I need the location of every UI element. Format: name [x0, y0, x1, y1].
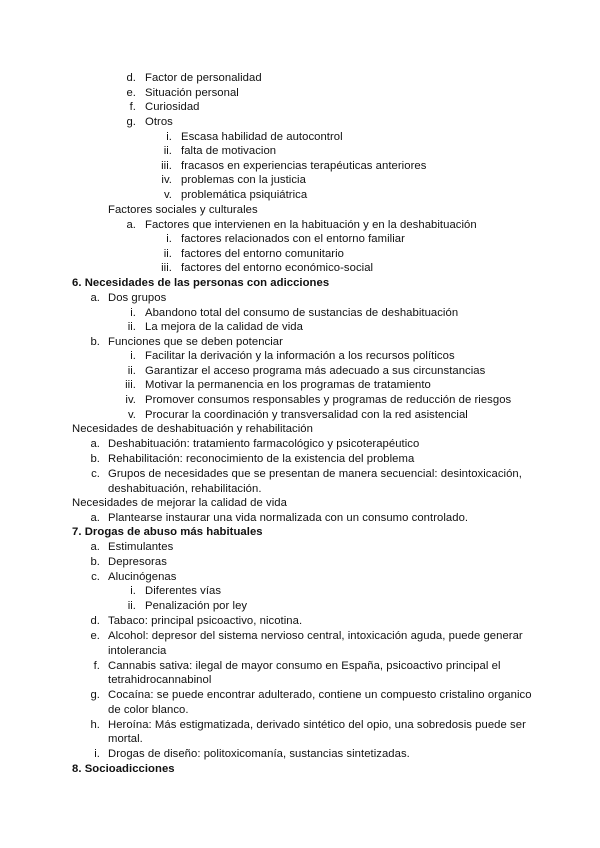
list-text: Factores que intervienen en la habituación y en la deshabituación	[145, 219, 477, 231]
list-text: Rehabilitación: reconocimiento de la existencia del problema	[108, 453, 415, 465]
list-text: Drogas de diseño: politoxicomanía, sustancias sintetizadas.	[108, 748, 410, 760]
list-text: Procurar la coordinación y transversalidad con la red asistencial	[145, 409, 468, 421]
list-text: fracasos en experiencias terapéuticas anteriores	[181, 160, 427, 172]
list-text: Deshabituación: tratamiento farmacológico y psicoterapéutico	[108, 438, 420, 450]
list-text: problemas con la justicia	[181, 174, 306, 186]
list-marker: iii.	[161, 160, 172, 172]
list-text: problemática psiquiátrica	[181, 189, 308, 201]
list-text: Factor de personalidad	[145, 72, 262, 84]
list-marker: i.	[166, 131, 172, 143]
list-text: Tabaco: principal psicoactivo, nicotina.	[108, 615, 303, 627]
list-marker: g.	[90, 689, 100, 701]
list-text: Otros	[145, 116, 173, 128]
list-marker: ii.	[163, 145, 172, 157]
document-page: d. Factor de personalidad e. Situación personal f. Curiosidad g. Otros i. Escasa habilidad de autocontrol ii. falta de motivacion iii. fracasos en experiencias terapéuticas anteriores iv. problemas con la justicia v. problemática psiquiátrica Factores sociales y culturales a. Factores que intervienen en la habituación y en la deshabituación i. factores relacionados con el entorno familiar ii. factores del entorno comunitario iii. factores del entorno económico-social 6. Necesidades de las personas con adicciones a. Dos grupos i. Abandono total del consumo de sustancias de deshabituación ii. La mejora de la calidad de vida b. Funciones que se deben potenciar i. Facilitar la derivación y la información a los recursos políticos ii. Garantizar el acceso programa más adecuado a sus circunstancias iii. Motivar la permanencia en los programas de tratamiento iv. Promover consumos responsables y programas de reducción de riesgos v. Procurar la coordinación y transversalidad con la red asistencial Necesidades de deshabituación y rehabilitación a. Deshabituación: tratamiento farmacológico y psicoterapéutico b. Rehabilitación: reconocimiento de la existencia del problema c. Grupos de necesidades que se presentan de manera secuencial: desintoxicación, deshabituación, rehabilitación. Necesidades de mejorar la calidad de vida a. Plantearse instaurar una vida normalizada con un consumo controlado. 7. Drogas de abuso más habituales a. Estimulantes b. Depresoras c. Alucinógenas i. Diferentes vías ii. Penalización por ley d. Tabaco: principal psicoactivo, nicotina. e. Alcohol: depresor del sistema nervioso central, intoxicación aguda, puede generar intolerancia f. Cannabis sativa: ilegal de mayor consumo en España, psicoactivo principal el tetrahidrocannabinol g. Cocaína: se puede encontrar adulterado, contiene un compuesto cristalino organico de color blanco. h. Heroína: Más estigmatizada, derivado sintético del opio, una sobredosis puede ser mortal. i. Drogas de diseño: politoxicomanía, sustancias sintetizadas. 8. Socioadicciones	[0, 0, 600, 848]
list-marker: f.	[129, 101, 136, 113]
list-marker: iv.	[125, 394, 136, 406]
list-text: Garantizar el acceso programa más adecuado a sus circunstancias	[145, 365, 486, 377]
list-marker: v.	[127, 409, 136, 421]
list-text: factores del entorno comunitario	[181, 248, 344, 260]
list-text: Heroína: Más estigmatizada, derivado sintético del opio, una sobredosis puede ser	[108, 719, 526, 731]
list-marker: a.	[90, 292, 100, 304]
list-text: mortal.	[108, 733, 143, 745]
list-marker: g.	[126, 116, 136, 128]
list-marker: c.	[91, 571, 100, 583]
list-text: deshabituación, rehabilitación.	[108, 483, 262, 495]
list-marker: e.	[126, 87, 136, 99]
list-text: Depresoras	[108, 556, 167, 568]
list-marker: i.	[130, 585, 136, 597]
list-text: factores relacionados con el entorno familiar	[181, 233, 405, 245]
list-marker: b.	[90, 556, 100, 568]
list-marker: c.	[91, 468, 100, 480]
list-marker: iii.	[125, 379, 136, 391]
list-marker: i.	[130, 307, 136, 319]
list-text: La mejora de la calidad de vida	[145, 321, 303, 333]
list-marker: i.	[130, 350, 136, 362]
list-marker: d.	[90, 615, 100, 627]
list-marker: ii.	[163, 248, 172, 260]
list-text: Curiosidad	[145, 101, 200, 113]
list-text: Cannabis sativa: ilegal de mayor consumo en España, psicoactivo principal el	[108, 660, 501, 672]
list-marker: a.	[126, 219, 136, 231]
list-marker: iii.	[161, 262, 172, 274]
list-text: Diferentes vías	[145, 585, 222, 597]
list-text: Grupos de necesidades que se presentan de manera secuencial: desintoxicación,	[108, 468, 522, 480]
list-text: Dos grupos	[108, 292, 167, 304]
list-marker: a.	[90, 541, 100, 553]
list-text: Penalización por ley	[145, 600, 248, 612]
list-text: Funciones que se deben potenciar	[108, 336, 283, 348]
list-text: intolerancia	[108, 645, 167, 657]
list-marker: b.	[90, 453, 100, 465]
list-text: factores del entorno económico-social	[181, 262, 374, 274]
list-marker: e.	[90, 630, 100, 642]
list-marker: ii.	[127, 600, 136, 612]
list-marker: i.	[94, 748, 100, 760]
list-text: Escasa habilidad de autocontrol	[181, 131, 343, 143]
list-marker: i.	[166, 233, 172, 245]
list-marker: d.	[126, 72, 136, 84]
list-text: Cocaína: se puede encontrar adulterado, contiene un compuesto cristalino organico	[108, 689, 532, 701]
list-text: falta de motivacion	[181, 145, 277, 157]
list-text: Motivar la permanencia en los programas de tratamiento	[145, 379, 431, 391]
list-marker: iv.	[161, 174, 172, 186]
list-text: Promover consumos responsables y programas de reducción de riesgos	[145, 394, 512, 406]
list-text: tetrahidrocannabinol	[108, 674, 212, 686]
list-text: Estimulantes	[108, 541, 174, 553]
list-marker: a.	[90, 438, 100, 450]
list-text: Alucinógenas	[108, 571, 177, 583]
list-text: Situación personal	[145, 87, 239, 99]
list-marker: ii.	[127, 365, 136, 377]
list-marker: h.	[90, 719, 100, 731]
list-text: Facilitar la derivación y la información a los recursos políticos	[145, 350, 455, 362]
list-text: Abandono total del consumo de sustancias de deshabituación	[145, 307, 459, 319]
list-marker: a.	[90, 512, 100, 524]
list-marker: b.	[90, 336, 100, 348]
list-text: de color blanco.	[108, 704, 189, 716]
list-text: Plantearse instaurar una vida normalizada con un consumo controlado.	[108, 512, 469, 524]
list-marker: f.	[93, 660, 100, 672]
list-marker: v.	[163, 189, 172, 201]
list-text: Alcohol: depresor del sistema nervioso central, intoxicación aguda, puede generar	[108, 630, 523, 642]
list-marker: ii.	[127, 321, 136, 333]
